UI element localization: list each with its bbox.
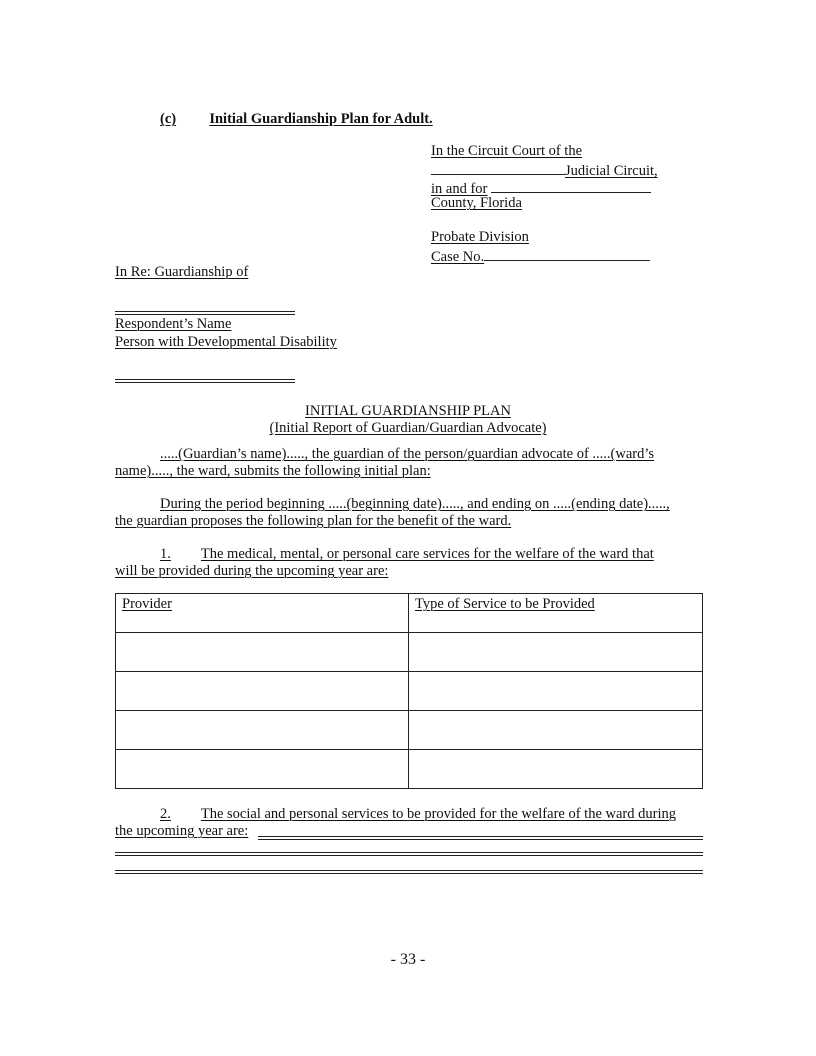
item2-answer-blank[interactable] — [258, 836, 703, 840]
county-blank[interactable] — [491, 178, 651, 193]
respondent-name-label: Respondent’s Name — [115, 316, 232, 332]
table-row — [116, 672, 703, 711]
plan-subtitle: (Initial Report of Guardian/Guardian Advocate) — [269, 420, 547, 436]
table-row — [116, 711, 703, 750]
item1-number: 1. — [160, 546, 171, 562]
case-number-line — [431, 246, 650, 266]
judicial-circuit-blank[interactable] — [431, 160, 565, 175]
section-label: (c) — [160, 111, 177, 127]
service-type-cell[interactable] — [409, 711, 703, 750]
table-row — [116, 633, 703, 672]
service-type-header: Type of Service to be Provided — [409, 594, 703, 633]
section-heading — [160, 111, 433, 128]
table-header-row — [116, 594, 703, 633]
county-florida-label: County, Florida — [431, 195, 522, 211]
respondent-status-label: Person with Developmental Disability — [115, 334, 337, 350]
item1-text: The medical, mental, or personal care services for the welfare of the ward that — [200, 546, 654, 562]
item2-answer-line[interactable] — [115, 870, 703, 874]
judicial-circuit-line — [431, 160, 658, 180]
provider-cell[interactable] — [116, 750, 409, 789]
signature-blank[interactable] — [115, 379, 295, 383]
item2-text: The social and personal services to be provided for the welfare of the ward during — [200, 806, 676, 822]
item2-line2: the upcoming year are: — [115, 823, 249, 839]
table-row — [116, 750, 703, 789]
service-type-cell[interactable] — [409, 633, 703, 672]
in-re-label: In Re: Guardianship of — [115, 264, 249, 280]
case-number-label: Case No. — [431, 249, 485, 265]
service-type-cell[interactable] — [409, 672, 703, 711]
plan-title: INITIAL GUARDIANSHIP PLAN — [305, 403, 511, 419]
provider-cell[interactable] — [116, 633, 409, 672]
service-type-cell[interactable] — [409, 750, 703, 789]
page-number: - 33 - — [390, 951, 426, 968]
provider-cell[interactable] — [116, 672, 409, 711]
item1-line1 — [160, 546, 654, 563]
item2-number: 2. — [160, 806, 171, 822]
provider-header: Provider — [116, 594, 409, 633]
period-line2: the guardian proposes the following plan for the benefit of the ward. — [115, 513, 512, 529]
item1-line2: will be provided during the upcoming year are: — [115, 563, 389, 579]
judicial-circuit-label: Judicial Circuit, — [565, 163, 658, 179]
intro-line2: name)....., the ward, submits the following initial plan: — [115, 463, 431, 479]
services-table — [115, 593, 703, 789]
section-title: Initial Guardianship Plan for Adult. — [209, 111, 433, 127]
item2-answer-line[interactable] — [115, 852, 703, 856]
provider-cell[interactable] — [116, 711, 409, 750]
item2-line1 — [160, 806, 676, 823]
intro-line1: .....(Guardian’s name)....., the guardian of the person/guardian advocate of .....(ward’s — [160, 446, 655, 462]
case-number-blank[interactable] — [484, 246, 650, 261]
court-caption-line1: In the Circuit Court of the — [431, 143, 583, 159]
period-line1: During the period beginning .....(beginning date)....., and ending on .....(ending date)....., — [160, 496, 670, 512]
probate-division-label: Probate Division — [431, 229, 529, 245]
respondent-name-blank[interactable] — [115, 311, 295, 315]
in-and-for-label: in and for — [431, 181, 488, 197]
